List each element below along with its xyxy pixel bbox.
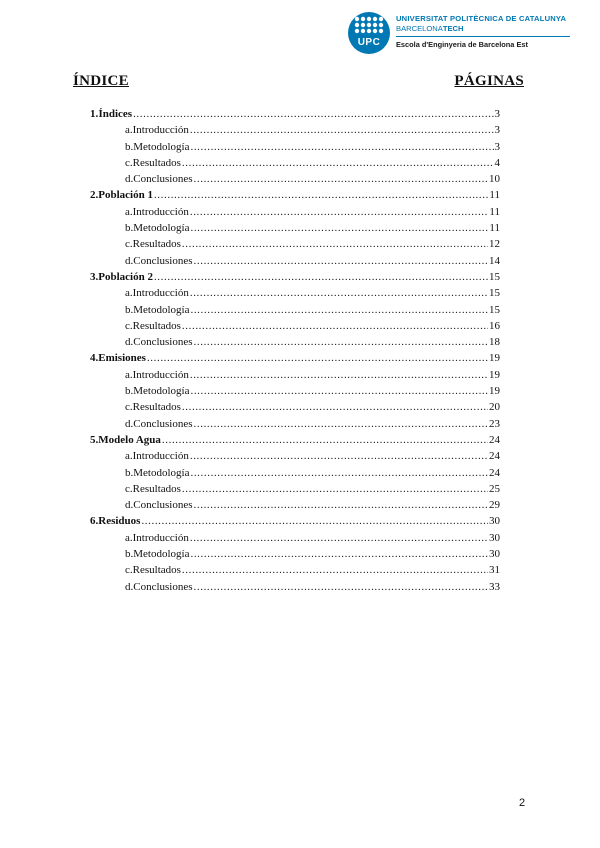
toc-leader	[154, 269, 488, 285]
toc-page: 24	[489, 466, 500, 479]
tech-label: TECH	[442, 24, 464, 33]
toc-number: d.	[125, 417, 134, 430]
toc-page: 10	[489, 173, 500, 186]
toc-number: 2.	[90, 189, 99, 202]
toc-number: b.	[125, 140, 134, 153]
toc-page: 11	[489, 205, 500, 218]
toc-leader	[182, 236, 488, 252]
toc-number: a.	[125, 531, 133, 544]
toc-label: Resultados	[132, 156, 181, 169]
toc-number: 5.	[90, 433, 99, 446]
toc-leader	[194, 579, 488, 595]
toc-number: c.	[125, 238, 133, 251]
toc-number: d.	[125, 580, 134, 593]
toc-label: Metodología	[133, 222, 190, 235]
toc-label: Metodología	[133, 140, 190, 153]
toc-subsection[interactable]	[90, 236, 500, 252]
toc-number: c.	[125, 401, 133, 414]
toc-page: 19	[489, 385, 500, 398]
toc-page: 15	[489, 303, 500, 316]
toc-leader	[147, 350, 488, 366]
toc-subsection[interactable]	[90, 220, 500, 236]
toc-subsection[interactable]	[90, 546, 500, 562]
toc-number: 4.	[90, 352, 99, 365]
school-name: Escola d'Enginyeria de Barcelona Est	[396, 40, 528, 49]
toc-number: d.	[125, 499, 134, 512]
toc-label: Metodología	[133, 548, 190, 561]
table-of-contents	[90, 106, 500, 595]
toc-subsection[interactable]	[90, 139, 500, 155]
toc-section[interactable]	[90, 269, 500, 285]
toc-number: b.	[125, 548, 134, 561]
toc-label: Conclusiones	[133, 173, 193, 186]
toc-leader	[194, 497, 488, 513]
toc-leader	[190, 530, 488, 546]
toc-number: 3.	[90, 270, 99, 283]
logo-abbreviation: UPC	[357, 37, 381, 48]
toc-number: d.	[125, 173, 134, 186]
toc-label: Resultados	[132, 482, 181, 495]
toc-label: Metodología	[133, 466, 190, 479]
toc-page: 3	[494, 108, 500, 120]
toc-subsection[interactable]	[90, 448, 500, 464]
toc-page: 20	[489, 401, 500, 414]
toc-subsection[interactable]	[90, 383, 500, 399]
toc-leader	[190, 122, 494, 138]
toc-number: d.	[125, 254, 134, 267]
toc-label: Introducción	[132, 287, 189, 300]
toc-page: 23	[489, 417, 500, 430]
toc-subsection[interactable]	[90, 562, 500, 578]
toc-label: Población 2	[98, 270, 153, 283]
toc-section[interactable]	[90, 187, 500, 203]
toc-leader	[182, 562, 488, 578]
toc-label: Índices	[98, 108, 133, 120]
toc-leader	[190, 204, 489, 220]
toc-subsection[interactable]	[90, 285, 500, 301]
toc-subsection[interactable]	[90, 204, 500, 220]
toc-label: Conclusiones	[133, 254, 193, 267]
toc-leader	[190, 383, 488, 399]
toc-label: Emisiones	[98, 352, 146, 365]
toc-leader	[190, 220, 488, 236]
toc-leader	[133, 106, 493, 122]
toc-page: 24	[489, 433, 500, 446]
toc-page: 16	[489, 319, 500, 332]
toc-number: a.	[125, 450, 133, 463]
toc-subsection[interactable]	[90, 416, 500, 432]
toc-leader	[190, 367, 488, 383]
toc-leader	[190, 448, 488, 464]
toc-page: 12	[489, 238, 500, 251]
toc-page: 30	[489, 515, 500, 528]
toc-subsection[interactable]	[90, 318, 500, 334]
toc-section[interactable]	[90, 106, 500, 122]
toc-leader	[182, 399, 488, 415]
toc-page: 24	[489, 450, 500, 463]
toc-page: 19	[489, 368, 500, 381]
toc-subsection[interactable]	[90, 399, 500, 415]
toc-label: Resultados	[132, 401, 181, 414]
toc-number: d.	[125, 336, 134, 349]
toc-page: 18	[489, 336, 500, 349]
toc-number: b.	[125, 385, 134, 398]
toc-subsection[interactable]	[90, 155, 500, 171]
toc-number: c.	[125, 482, 133, 495]
toc-leader	[162, 432, 488, 448]
toc-page: 30	[489, 531, 500, 544]
toc-label: Metodología	[133, 385, 190, 398]
toc-number: a.	[125, 368, 133, 381]
toc-leader	[194, 171, 488, 187]
toc-page: 3	[494, 140, 500, 153]
toc-label: Introducción	[132, 124, 189, 137]
toc-leader	[194, 334, 488, 350]
toc-subsection[interactable]	[90, 122, 500, 138]
toc-number: b.	[125, 222, 134, 235]
toc-number: 6.	[90, 515, 99, 528]
toc-label: Introducción	[132, 531, 189, 544]
toc-number: a.	[125, 205, 133, 218]
toc-leader	[190, 465, 488, 481]
toc-label: Introducción	[132, 368, 189, 381]
upc-logo	[348, 12, 578, 56]
toc-leader	[190, 302, 488, 318]
toc-label: Conclusiones	[133, 336, 193, 349]
toc-number: c.	[125, 319, 133, 332]
toc-page: 11	[489, 189, 500, 202]
toc-subsection[interactable]	[90, 367, 500, 383]
toc-page: 15	[489, 270, 500, 283]
toc-page: 11	[489, 222, 500, 235]
pages-heading: PÁGINAS	[454, 73, 524, 89]
toc-number: b.	[125, 303, 134, 316]
toc-page: 3	[494, 124, 500, 137]
toc-leader	[190, 285, 488, 301]
toc-page: 29	[489, 499, 500, 512]
toc-page: 25	[489, 482, 500, 495]
toc-label: Conclusiones	[133, 580, 193, 593]
toc-number: 1.	[90, 108, 99, 120]
logo-divider	[396, 36, 570, 37]
toc-number: a.	[125, 287, 133, 300]
upc-dots-icon	[354, 16, 384, 34]
toc-label: Residuos	[98, 515, 141, 528]
toc-page: 14	[489, 254, 500, 267]
toc-page: 4	[494, 156, 500, 169]
toc-subsection[interactable]	[90, 530, 500, 546]
toc-leader	[194, 253, 488, 269]
toc-label: Conclusiones	[133, 417, 193, 430]
toc-leader	[141, 513, 488, 529]
toc-subsection[interactable]	[90, 253, 500, 269]
toc-leader	[194, 416, 488, 432]
toc-section[interactable]	[90, 350, 500, 366]
toc-subsection[interactable]	[90, 302, 500, 318]
toc-label: Introducción	[132, 205, 189, 218]
university-name: UNIVERSITAT POLITÈCNICA DE CATALUNYA	[396, 14, 567, 23]
toc-number: c.	[125, 564, 133, 577]
toc-number: b.	[125, 466, 134, 479]
toc-page: 30	[489, 548, 500, 561]
toc-subsection[interactable]	[90, 579, 500, 595]
toc-subsection[interactable]	[90, 334, 500, 350]
toc-leader	[190, 139, 493, 155]
toc-section[interactable]	[90, 513, 500, 529]
upc-logo-mark	[348, 12, 390, 54]
toc-subsection[interactable]	[90, 497, 500, 513]
toc-section[interactable]	[90, 432, 500, 448]
toc-label: Población 1	[98, 189, 153, 202]
toc-label: Conclusiones	[133, 499, 193, 512]
toc-page: 31	[489, 564, 500, 577]
toc-label: Resultados	[132, 319, 181, 332]
toc-leader	[190, 546, 488, 562]
toc-subsection[interactable]	[90, 481, 500, 497]
toc-leader	[182, 318, 488, 334]
page-number: 2	[519, 797, 526, 809]
toc-label: Metodología	[133, 303, 190, 316]
logo-text	[396, 14, 570, 49]
toc-page: 19	[489, 352, 500, 365]
toc-page: 15	[489, 287, 500, 300]
toc-subsection[interactable]	[90, 171, 500, 187]
toc-leader	[182, 155, 494, 171]
toc-subsection[interactable]	[90, 465, 500, 481]
toc-label: Introducción	[132, 450, 189, 463]
barcelona-label: BARCELONA	[396, 24, 443, 33]
toc-leader	[182, 481, 488, 497]
barcelona-tech	[396, 24, 570, 33]
toc-label: Resultados	[132, 238, 181, 251]
toc-label: Resultados	[132, 564, 181, 577]
toc-label: Modelo Agua	[98, 433, 161, 446]
toc-page: 33	[489, 580, 500, 593]
index-heading: ÍNDICE	[73, 73, 129, 89]
toc-number: a.	[125, 124, 133, 137]
toc-leader	[154, 187, 488, 203]
toc-number: c.	[125, 156, 133, 169]
